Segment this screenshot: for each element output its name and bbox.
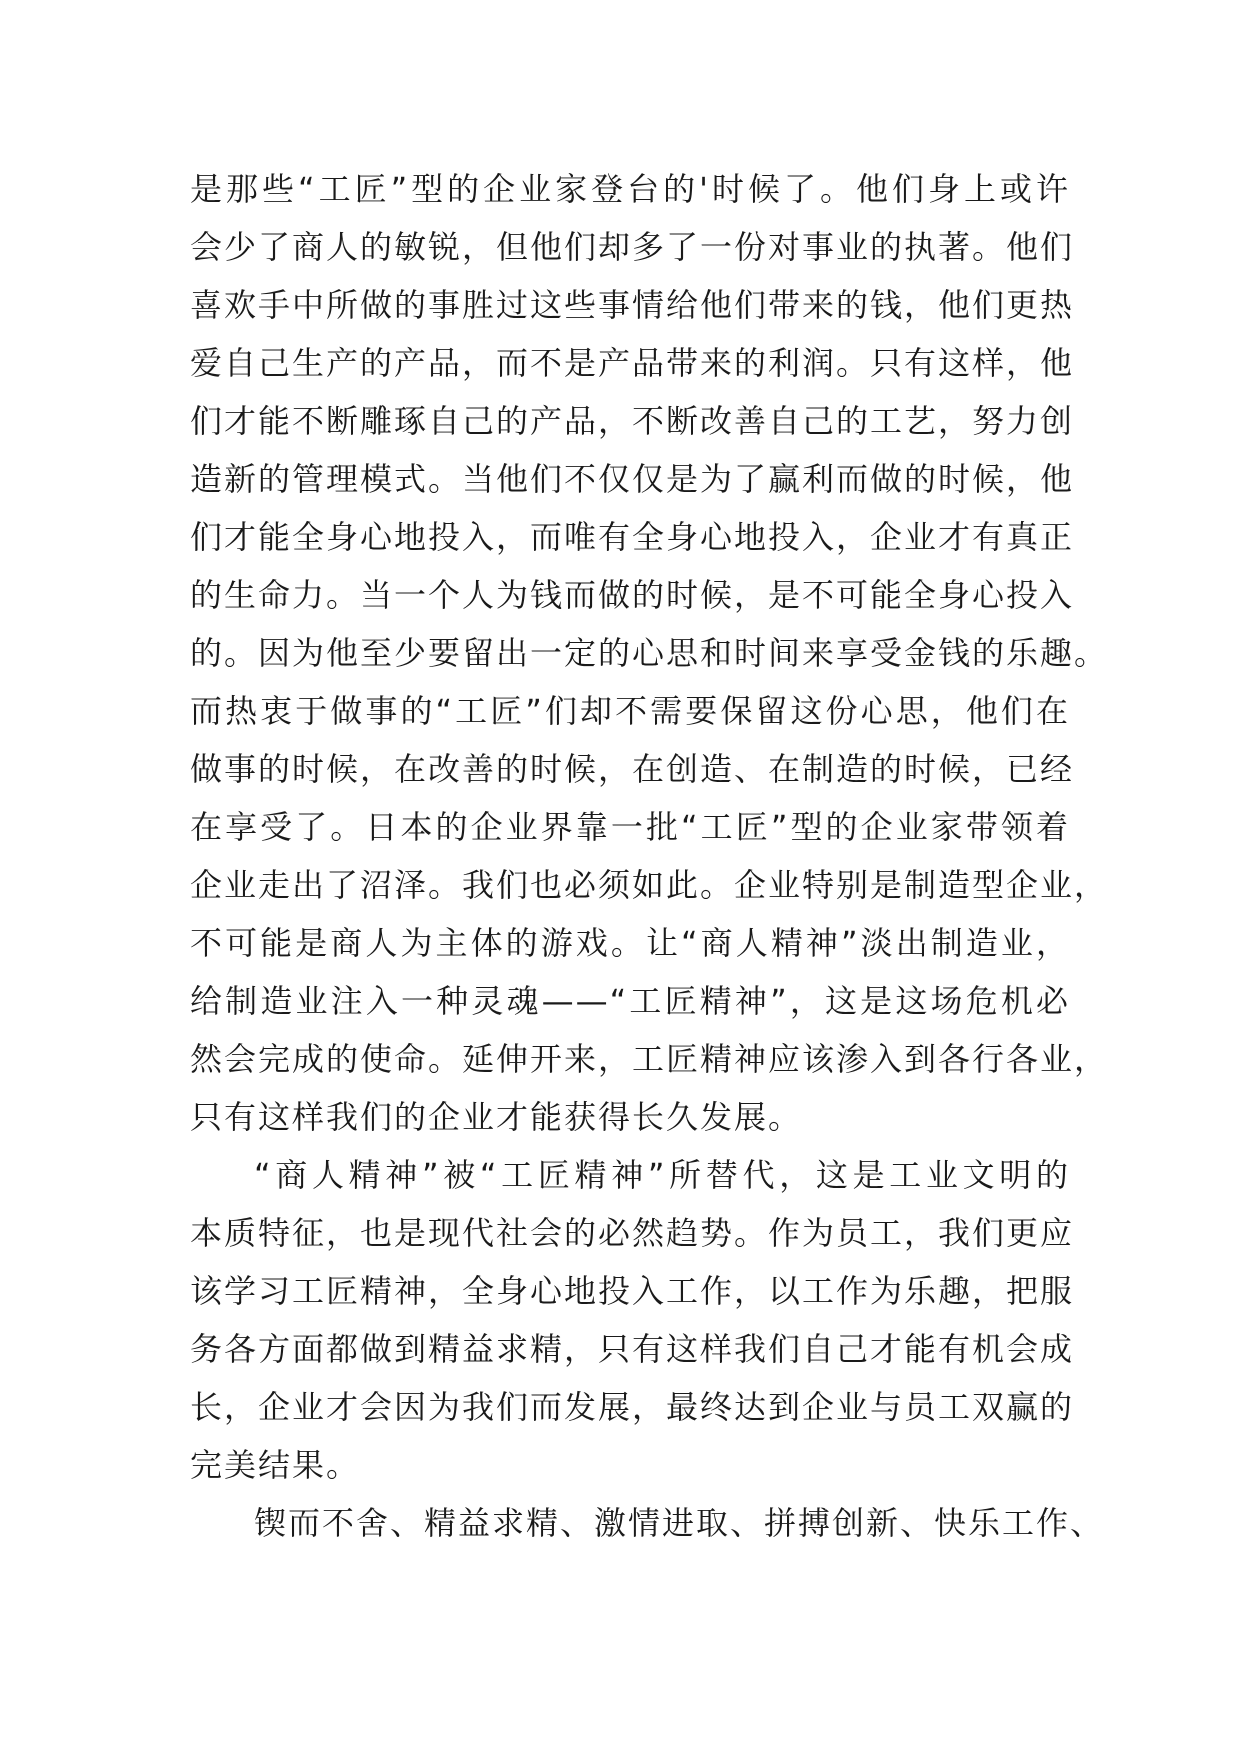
text-line-3: 喜欢手中所做的事胜过这些事情给他们带来的钱，他们更热	[190, 286, 1075, 324]
text-line-22: 长，企业才会因为我们而发展，最终达到企业与员工双赢的	[190, 1388, 1075, 1426]
text-line-14: 不可能是商人为主体的游戏。让“商人精神”淡出制造业，	[190, 924, 1070, 962]
text-line-23: 完美结果。	[190, 1446, 361, 1484]
text-line-4: 爱自己生产的产品，而不是产品带来的利润。只有这样，他	[190, 344, 1075, 382]
text-line-19: 本质特征，也是现代社会的必然趋势。作为员工，我们更应	[190, 1214, 1075, 1252]
text-line-10: 而热衷于做事的“工匠”们却不需要保留这份心思，他们在	[190, 692, 1070, 730]
text-line-20: 该学习工匠精神，全身心地投入工作，以工作为乐趣，把服	[190, 1272, 1075, 1310]
text-line-2: 会少了商人的敏锐，但他们却多了一份对事业的执著。他们	[190, 228, 1075, 266]
text-line-16: 然会完成的使命。延伸开来，工匠精神应该渗入到各行各业，	[190, 1040, 1109, 1078]
text-line-12: 在享受了。日本的企业界靠一批“工匠”型的企业家带领着	[190, 808, 1070, 846]
document-body	[190, 160, 1109, 1552]
text-line-21: 务各方面都做到精益求精，只有这样我们自己才能有机会成	[190, 1330, 1075, 1368]
text-line-5: 们才能不断雕琢自己的产品，不断改善自己的工艺，努力创	[190, 402, 1075, 440]
text-line-13: 企业走出了沼泽。我们也必须如此。企业特别是制造型企业，	[190, 866, 1109, 904]
text-line-1: 是那些“工匠”型的企业家登台的'时候了。他们身上或许	[190, 170, 1070, 208]
text-line-18: “商人精神”被“工匠精神”所替代，这是工业文明的	[254, 1156, 1070, 1194]
text-line-8: 的生命力。当一个人为钱而做的时候，是不可能全身心投入	[190, 576, 1075, 614]
text-line-11: 做事的时候，在改善的时候，在创造、在制造的时候，已经	[190, 750, 1075, 788]
text-line-24: 锲而不舍、精益求精、激情进取、拼搏创新、快乐工作、	[254, 1504, 1105, 1542]
text-line-6: 造新的管理模式。当他们不仅仅是为了赢利而做的时候，他	[190, 460, 1075, 498]
text-line-9: 的。因为他至少要留出一定的心思和时间来享受金钱的乐趣。	[190, 634, 1109, 672]
text-line-7: 们才能全身心地投入，而唯有全身心地投入，企业才有真正	[190, 518, 1075, 556]
text-line-15: 给制造业注入一种灵魂——“工匠精神”，这是这场危机必	[190, 982, 1070, 1020]
text-line-17: 只有这样我们的企业才能获得长久发展。	[190, 1098, 803, 1136]
